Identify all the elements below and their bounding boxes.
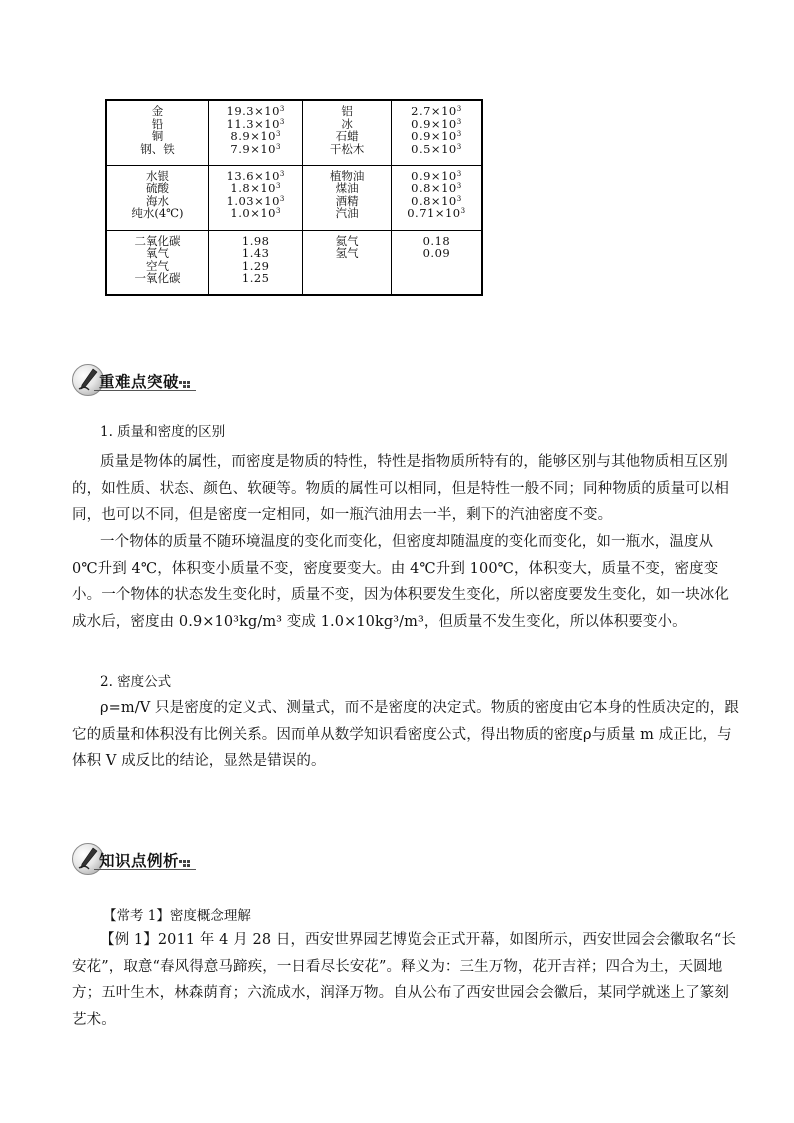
value-cell — [391, 230, 482, 295]
value-cell — [391, 165, 482, 230]
density-value: $1.0\times 10^3$ — [230, 206, 281, 220]
substance-name: 干松木 — [329, 141, 365, 156]
section-title: 重难点突破 — [99, 373, 180, 391]
subheading-density-formula: 2. 密度公式 — [100, 674, 172, 690]
substance-name: 煤油 — [335, 181, 359, 195]
subheading-mass-vs-density: 1. 质量和密度的区别 — [100, 424, 226, 440]
density-value: 0.09 — [422, 246, 451, 260]
paragraph-temperature-effect: 一个物体的质量不随环境温度的变化而变化，但密度却随温度的变化而变化，如一瓶水，温度从 0℃升到 4℃，体积变小质量不变，密度要变大。由 4℃升到 100℃，体积变大，质量不变，密度变小。一个物体的状态发生变化时，质量不变，因为体积要发生变化，所以密度要发生变化，如一块冰化成水后，密度由 0.9×10³kg/m³ 变成 1.0×10kg³/m³，但质量不发生变化，所以体积要变小。 — [72, 534, 729, 630]
value-cell — [208, 230, 303, 295]
density-value: $0.9\times 10^3$ — [411, 116, 462, 131]
table-row — [106, 165, 482, 230]
substance-name: 空气 — [145, 258, 169, 273]
name-cell — [106, 165, 208, 230]
value-cell — [208, 100, 303, 165]
section-title: 知识点例析 — [99, 852, 180, 870]
substance-name: 二氧化碳 — [134, 233, 181, 248]
density-value: $11.3\times 10^3$ — [226, 116, 285, 131]
header-underline — [94, 390, 196, 391]
substance-name: 氧气 — [145, 246, 169, 260]
name-cell — [303, 230, 391, 295]
substance-name: 植物油 — [329, 168, 365, 183]
density-value: 1.29 — [241, 258, 270, 273]
density-value: $1.8\times 10^3$ — [230, 181, 281, 195]
substance-name: 一氧化碳 — [134, 271, 181, 285]
density-value: $0.9\times 10^3$ — [411, 168, 462, 183]
header-dots-decoration — [179, 381, 193, 389]
density-value: 1.98 — [241, 233, 270, 248]
density-value: 1.25 — [241, 271, 270, 285]
density-value: $0.8\times 10^3$ — [411, 193, 462, 208]
substance-name: 氢气 — [335, 246, 359, 260]
density-value: $8.9\times 10^3$ — [230, 129, 281, 143]
paragraph-example-1: 【例 1】2011 年 4 月 28 日，西安世界园艺博览会正式开幕，如图所示，西安世园会会徽取名“长安花”，取意“春风得意马蹄疾，一日看尽长安花”。释义为：三生万物，花开吉祥；四合为土，天圆地方；五叶生木，林森荫育；六流成水，润泽万物。自从公布了西安世园会会徽后，某同学就迷上了篆刻艺术。 — [72, 932, 736, 1028]
substance-name: 纯水(4℃) — [131, 206, 184, 220]
paragraph-mass-density-difference: 质量是物体的属性，而密度是物质的特性，特性是指物质所特有的，能够区别与其他物质相互区别的，如性质、状态、颜色、软硬等。物质的属性可以相同，但是特性一般不同；同种物质的质量可以相同，也可以不同，但是密度一定相同，如一瓶汽油用去一半，剩下的汽油密度不变。 — [72, 454, 729, 524]
density-table — [105, 99, 483, 296]
density-value: $0.9\times 10^3$ — [411, 129, 462, 143]
substance-name: 铅 — [151, 116, 164, 131]
header-dots-decoration — [179, 860, 193, 868]
table-row — [106, 230, 482, 295]
density-value: $0.8\times 10^3$ — [411, 181, 462, 195]
exam-label: 【常考 1】密度概念理解 — [103, 908, 251, 924]
density-value: $19.3\times 10^3$ — [226, 104, 285, 118]
substance-name: 水银 — [145, 168, 169, 183]
name-cell — [106, 100, 208, 165]
section-header-key-points — [72, 364, 197, 398]
density-value: $1.03\times 10^3$ — [226, 193, 285, 208]
substance-name: 钢、铁 — [140, 141, 175, 156]
substance-name: 金 — [151, 104, 164, 118]
section-header-examples — [72, 843, 197, 877]
substance-name: 冰 — [341, 116, 353, 131]
header-underline — [94, 869, 196, 870]
substance-name: 海水 — [145, 193, 169, 208]
substance-name: 硫酸 — [145, 181, 169, 195]
substance-name: 铜 — [151, 129, 164, 143]
density-value: $0.71\times 10^3$ — [407, 206, 466, 220]
table-row — [106, 100, 482, 165]
density-value: $7.9\times 10^3$ — [230, 141, 281, 156]
value-cell — [391, 100, 482, 165]
name-cell — [303, 165, 391, 230]
density-value: $0.5\times 10^3$ — [411, 141, 462, 156]
substance-name: 氦气 — [335, 233, 359, 248]
density-value: 0.18 — [422, 233, 451, 248]
name-cell — [106, 230, 208, 295]
substance-name: 铝 — [341, 104, 353, 118]
name-cell — [303, 100, 391, 165]
value-cell — [208, 165, 303, 230]
density-value: 1.43 — [241, 246, 270, 260]
paragraph-density-formula: ρ=m/V 只是密度的定义式、测量式，而不是密度的决定式。物质的密度由它本身的性质决定的，跟它的质量和体积没有比例关系。因而单从数学知识看密度公式，得出物质的密度ρ与质量 m 成正比，与体积 V 成反比的结论，显然是错误的。 — [72, 700, 739, 770]
substance-name: 酒精 — [335, 193, 359, 208]
density-value: $2.7\times 10^3$ — [411, 104, 462, 118]
substance-name: 石蜡 — [335, 129, 359, 143]
substance-name: 汽油 — [335, 206, 359, 220]
density-value: $13.6\times 10^3$ — [226, 168, 285, 183]
